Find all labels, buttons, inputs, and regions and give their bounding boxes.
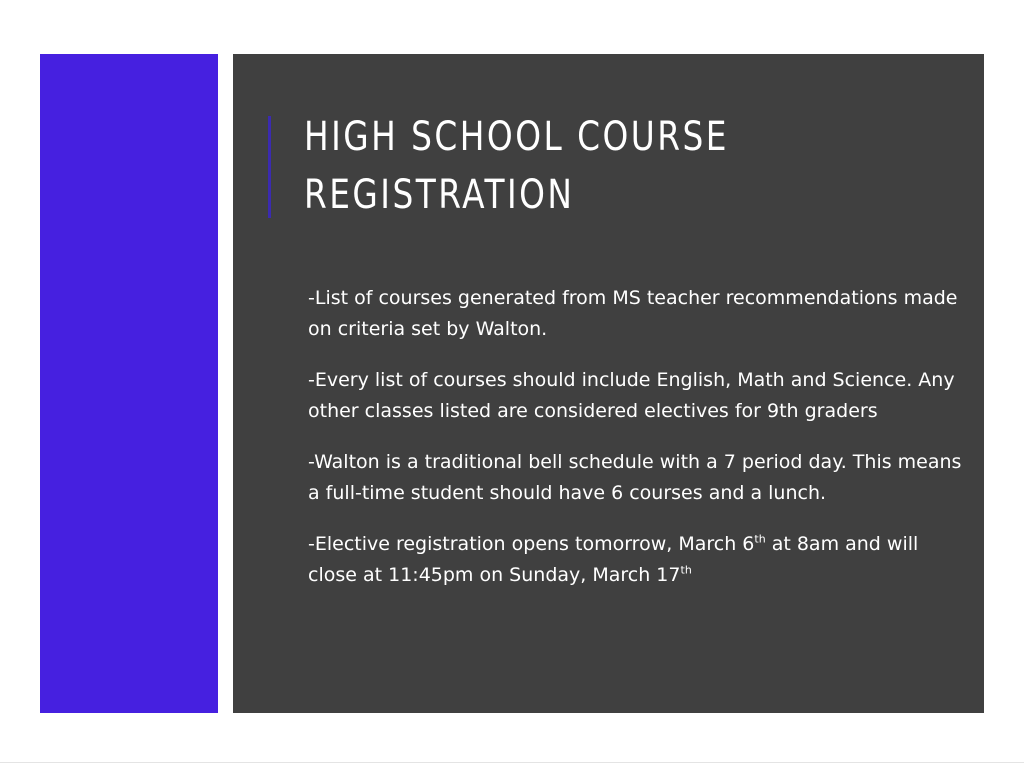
- bottom-divider: [0, 762, 1024, 763]
- registration-text-part-1: -Elective registration opens tomorrow, March 6: [308, 533, 755, 555]
- slide-title: [304, 108, 729, 224]
- registration-text-part-2: at 8am and will close at 11:45pm on Sunday, March 17: [308, 533, 919, 586]
- bullet-course-list: -List of courses generated from MS teacher recommendations made on criteria set by Walton.: [308, 287, 958, 340]
- ordinal-suffix-2: th: [680, 563, 692, 577]
- content-panel: [233, 54, 984, 713]
- slide-title-line-2: REGISTRATION: [304, 172, 575, 218]
- accent-bar: [40, 54, 218, 713]
- title-rule: [268, 116, 271, 218]
- bullet-registration-dates: [308, 529, 968, 591]
- slide-title-line-1: HIGH SCHOOL COURSE: [304, 114, 729, 160]
- bullet-bell-schedule: -Walton is a traditional bell schedule with a 7 period day. This means a full-time student should have 6 courses and a lunch.: [308, 451, 962, 504]
- bullet-required-courses: -Every list of courses should include English, Math and Science. Any other classes listed are considered electives for 9th graders: [308, 369, 955, 422]
- ordinal-suffix-1: th: [754, 532, 766, 546]
- bullet-list: [308, 283, 968, 611]
